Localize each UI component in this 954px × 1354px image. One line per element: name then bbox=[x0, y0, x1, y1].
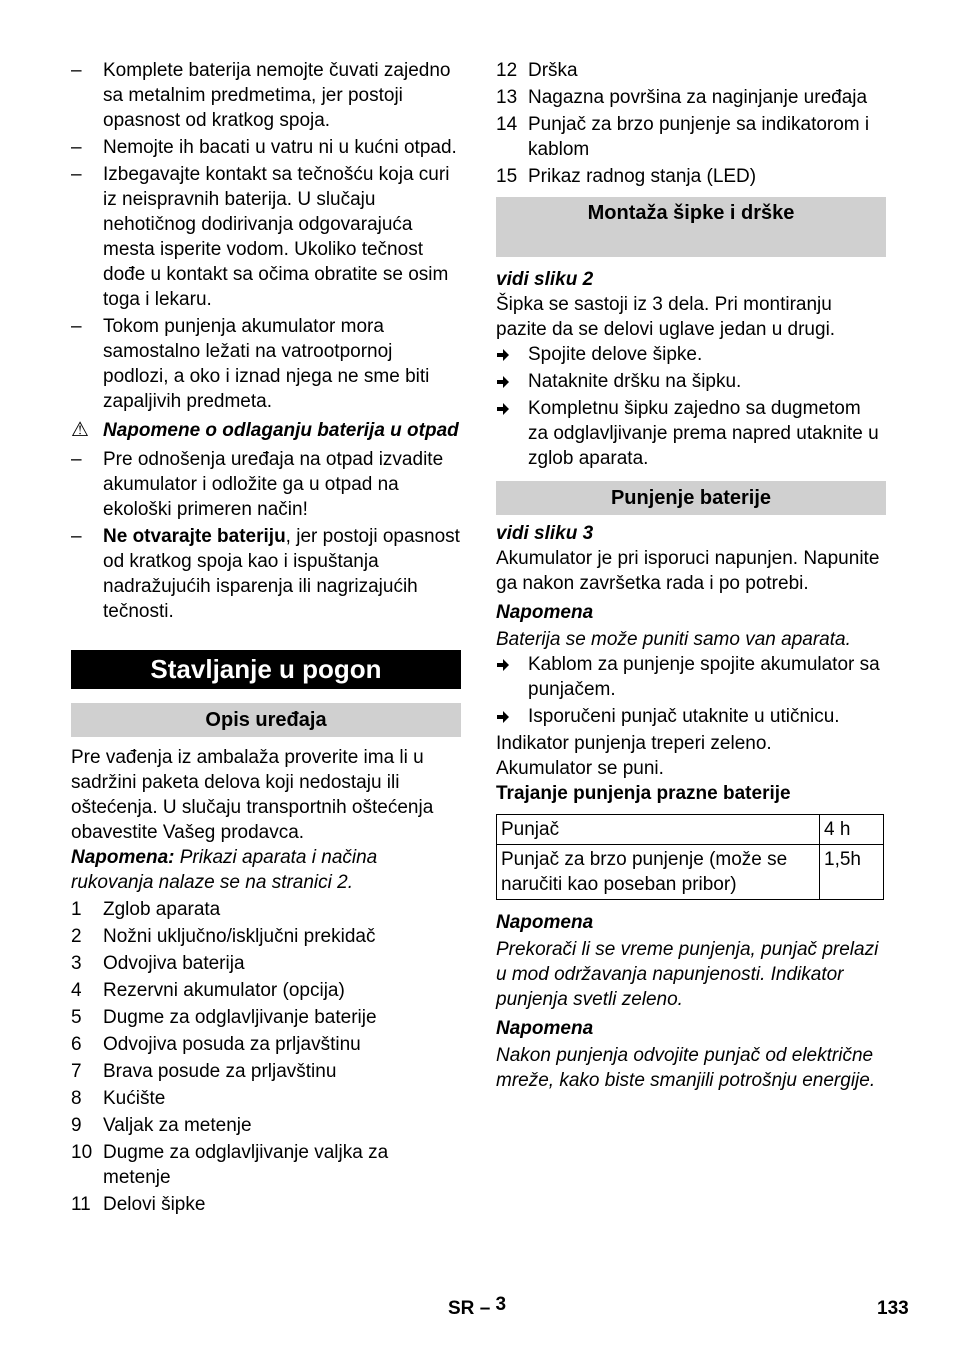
note-text: Nakon punjenja odvojite punjač od električne mreže, kako biste smanjili potrošnju energije. bbox=[496, 1045, 876, 1091]
note-text: Prekorači li se vreme punjenja, punjač prelazi u mod održavanja napunjenosti. Indikator punjenja svetli zeleno. bbox=[496, 939, 879, 1010]
list-item bbox=[71, 1032, 461, 1057]
item-number: 2 bbox=[71, 926, 82, 947]
list-item bbox=[71, 924, 461, 949]
list-item bbox=[71, 951, 461, 976]
left-column bbox=[71, 58, 461, 1219]
footer-section-marker bbox=[448, 1296, 506, 1321]
step-item bbox=[496, 652, 886, 702]
charging-steps bbox=[496, 652, 886, 729]
list-item bbox=[71, 1113, 461, 1138]
item-label: Drška bbox=[528, 60, 578, 81]
list-item-text: Komplete baterija nemojte čuvati zajedno sa metalnim predmetima, jer postoji opasnost od kratkog spoja. bbox=[103, 60, 451, 131]
figure-reference: vidi sliku 3 bbox=[496, 523, 594, 544]
right-column bbox=[496, 58, 886, 1093]
arrow-right-icon bbox=[496, 652, 528, 677]
item-label: Dugme za odglavljivanje baterije bbox=[103, 1007, 377, 1028]
table-row bbox=[497, 815, 884, 845]
item-label: Delovi šipke bbox=[103, 1194, 206, 1215]
item-number: 1 bbox=[71, 899, 82, 920]
list-item bbox=[71, 1005, 461, 1030]
step-text: Nataknite dršku na šipku. bbox=[528, 371, 742, 392]
list-item-text bbox=[103, 524, 461, 624]
item-number: 8 bbox=[71, 1088, 82, 1109]
list-item bbox=[496, 85, 886, 110]
list-item bbox=[71, 162, 461, 312]
item-label: Punjač za brzo punjenje sa indikatorom i kablom bbox=[528, 114, 870, 160]
footer-dash: – bbox=[479, 1298, 491, 1319]
arrow-right-icon bbox=[496, 396, 528, 421]
item-label: Valjak za metenje bbox=[103, 1115, 252, 1136]
list-item bbox=[71, 1140, 461, 1190]
item-label: Brava posude za prljavštinu bbox=[103, 1061, 337, 1082]
note-label: Napomena bbox=[496, 1018, 594, 1039]
indicator-text: Indikator punjenja treperi zeleno. bbox=[496, 733, 772, 754]
parts-list bbox=[71, 897, 461, 1217]
note-label: Napomena bbox=[496, 602, 594, 623]
list-item bbox=[71, 447, 461, 522]
dash-marker: – bbox=[71, 449, 82, 470]
step-text: Isporučeni punjač utaknite u utičnicu. bbox=[528, 706, 840, 727]
list-item-text: Pre odnošenja uređaja na otpad izvadite akumulator i odložite ga u otpad na ekološki primeren način! bbox=[103, 449, 444, 520]
figure-reference: vidi sliku 2 bbox=[496, 269, 594, 290]
assembly-steps bbox=[496, 342, 886, 471]
table-cell: Punjač bbox=[497, 815, 820, 845]
item-label: Kućište bbox=[103, 1088, 166, 1109]
dash-marker: – bbox=[71, 316, 82, 337]
list-item bbox=[496, 112, 886, 162]
item-number: 9 bbox=[71, 1115, 82, 1136]
list-item bbox=[71, 1059, 461, 1084]
section-page-number: 3 bbox=[495, 1294, 507, 1315]
emphasis-text: Ne otvarajte bateriju bbox=[103, 526, 286, 547]
subsection-title: Opis uređaja bbox=[71, 703, 461, 737]
note-label: Napomena: bbox=[71, 847, 175, 868]
arrow-right-icon bbox=[496, 369, 528, 394]
arrow-right-icon bbox=[496, 704, 528, 729]
list-item-text: Nemojte ih bacati u vatru ni u kućni otpad. bbox=[103, 137, 457, 158]
note-text: Prikazi aparata i načina rukovanja nalaze se na stranici 2. bbox=[71, 847, 378, 893]
table-cell: 1,5h bbox=[820, 845, 884, 900]
table-cell: Punjač za brzo punjenje (može se naručiti kao poseban pribor) bbox=[497, 845, 820, 900]
item-number: 6 bbox=[71, 1034, 82, 1055]
disposal-warning-heading bbox=[71, 416, 461, 445]
item-label: Odvojiva baterija bbox=[103, 953, 245, 974]
charging-time-table bbox=[496, 814, 884, 900]
page-number: 133 bbox=[877, 1298, 909, 1319]
list-item-text: Izbegavajte kontakt sa tečnošću koja curi iz neispravnih baterija. U slučaju nehotičnog dodirivanja odgovarajuća mesta isperite vodom. Ukoliko tečnost dođe u kontakt sa očima obratite se osim toga i lekaru. bbox=[103, 164, 450, 310]
item-label: Nožni uključno/isključni prekidač bbox=[103, 926, 376, 947]
arrow-right-icon bbox=[496, 342, 528, 367]
list-item bbox=[71, 1086, 461, 1111]
parts-list-continued bbox=[496, 58, 886, 189]
step-item bbox=[496, 704, 886, 729]
step-text: Kompletnu šipku zajedno sa dugmetom za odglavljivanje prema napred utaknite u zglob aparata. bbox=[528, 398, 879, 469]
list-item bbox=[496, 164, 886, 189]
step-text: Kablom za punjenje spojite akumulator sa punjačem. bbox=[528, 654, 880, 700]
list-item bbox=[71, 135, 461, 160]
list-item bbox=[71, 1192, 461, 1217]
item-label: Nagazna površina za naginjanje uređaja bbox=[528, 87, 868, 108]
battery-safety-list bbox=[71, 58, 461, 414]
item-number: 3 bbox=[71, 953, 82, 974]
charging-heading: Punjenje baterije bbox=[496, 481, 886, 515]
note-text: Baterija se može puniti samo van aparata. bbox=[496, 629, 851, 650]
item-label: Odvojiva posuda za prljavštinu bbox=[103, 1034, 361, 1055]
disposal-list bbox=[71, 447, 461, 624]
item-number: 7 bbox=[71, 1061, 82, 1082]
dash-marker: – bbox=[71, 137, 82, 158]
note-label: Napomena bbox=[496, 912, 594, 933]
item-number: 12 bbox=[496, 60, 518, 81]
item-number: 4 bbox=[71, 980, 82, 1001]
step-text: Spojite delove šipke. bbox=[528, 344, 703, 365]
item-number: 5 bbox=[71, 1007, 82, 1028]
dash-marker: – bbox=[71, 526, 82, 547]
language-code: SR bbox=[448, 1298, 475, 1319]
step-item bbox=[496, 369, 886, 394]
item-label: Dugme za odglavljivanje valjka za metenje bbox=[103, 1142, 389, 1188]
step-item bbox=[496, 396, 886, 471]
charging-state-text: Akumulator se puni. bbox=[496, 758, 664, 779]
list-item bbox=[71, 524, 461, 624]
list-item-rest: , jer postoji opasnost od kratkog spoja kao i ispuštanja nadražujućih isparenja ili nagrizajućih tečnosti. bbox=[103, 526, 460, 622]
assembly-heading: Montaža šipke i drške bbox=[496, 197, 886, 257]
note-paragraph bbox=[71, 845, 461, 895]
list-item bbox=[71, 58, 461, 133]
table-title: Trajanje punjenja prazne baterije bbox=[496, 783, 791, 804]
intro-paragraph: Pre vađenja iz ambalaža proverite ima li u sadržini paketa delova koji nedostaju ili oštećenja. U slučaju transportnih oštećenja obavestite Vašeg prodavca. bbox=[71, 747, 434, 843]
list-item bbox=[71, 314, 461, 414]
item-label: Prikaz radnog stanja (LED) bbox=[528, 166, 757, 187]
table-cell: 4 h bbox=[820, 815, 884, 845]
charging-paragraph: Akumulator je pri isporuci napunjen. Napunite ga nakon završetka rada i po potrebi. bbox=[496, 548, 880, 594]
warning-triangle-icon: ⚠ bbox=[71, 419, 89, 441]
warning-heading-text: Napomene o odlaganju baterija u otpad bbox=[103, 420, 459, 441]
section-title: Stavljanje u pogon bbox=[71, 650, 461, 689]
item-number: 10 bbox=[71, 1142, 93, 1163]
item-number: 11 bbox=[71, 1194, 91, 1215]
item-label: Rezervni akumulator (opcija) bbox=[103, 980, 345, 1001]
table-row bbox=[497, 845, 884, 900]
item-number: 14 bbox=[496, 114, 518, 135]
item-number: 15 bbox=[496, 166, 518, 187]
item-number: 13 bbox=[496, 87, 518, 108]
list-item-text: Tokom punjenja akumulator mora samostalno ležati na vatrootpornoj podlozi, a oko i iznad njega ne sme biti zapaljivih predmeta. bbox=[103, 316, 430, 412]
step-item bbox=[496, 342, 886, 367]
list-item bbox=[71, 978, 461, 1003]
item-label: Zglob aparata bbox=[103, 899, 221, 920]
assembly-paragraph: Šipka se sastoji iz 3 dela. Pri montiranju pazite da se delovi uglave jedan u drugi. bbox=[496, 294, 836, 340]
dash-marker: – bbox=[71, 60, 82, 81]
list-item bbox=[71, 897, 461, 922]
list-item bbox=[496, 58, 886, 83]
dash-marker: – bbox=[71, 164, 82, 185]
